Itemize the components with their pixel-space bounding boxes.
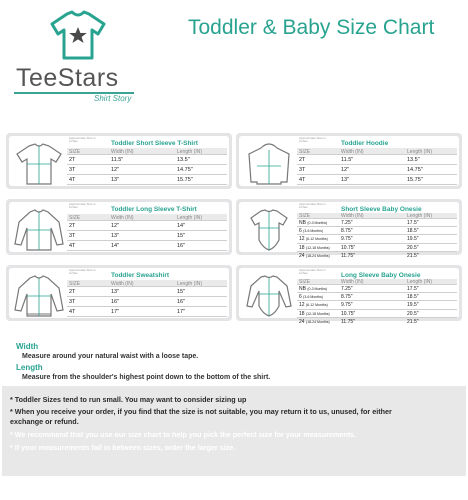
length-instruction: Measure from the shoulder's highest point down to the bottom of the shirt. (22, 374, 271, 381)
table-row (67, 307, 227, 317)
header-size: SIZE (69, 281, 81, 287)
panel-body (239, 202, 459, 259)
onesie-long-icon (243, 274, 295, 318)
cell-size: 3T (69, 299, 76, 305)
cell-width: 7.25" (341, 220, 353, 226)
table-row (297, 252, 457, 260)
table-row (67, 165, 227, 175)
cell-size: 3T (299, 167, 306, 173)
panel-title: Toddler Hoodie (341, 140, 389, 147)
cell-size: 4T (69, 309, 76, 315)
header-size: SIZE (299, 149, 311, 155)
header-size: SIZE (299, 279, 311, 285)
cell-length: 20.5" (407, 244, 419, 251)
table-row (297, 155, 457, 165)
cell-length: 14" (177, 223, 186, 229)
panel-body (239, 268, 459, 325)
table-row (297, 227, 457, 235)
shirt-star-logo-icon (50, 10, 106, 60)
cell-length: 15.75" (407, 177, 423, 183)
table-row (297, 310, 457, 318)
table-row (297, 235, 457, 243)
table-header (297, 148, 457, 155)
cell-width: 11.5" (341, 157, 354, 163)
table-row (297, 219, 457, 227)
cell-length: 15.75" (177, 177, 193, 183)
cell-size: 24 (18-24 Months) (299, 318, 330, 325)
cell-width: 12" (111, 167, 120, 173)
cell-size: 18 (12-18 Months) (299, 310, 330, 317)
onesie-short-icon (243, 208, 295, 252)
cell-length: 18.5" (407, 228, 419, 235)
table-row (67, 155, 227, 165)
cell-length: 17.5" (407, 286, 419, 292)
header-width: Width (IN) (111, 149, 134, 155)
header-length: Length (IN) (407, 213, 433, 219)
table-row (297, 244, 457, 252)
cell-width: 8.75" (341, 294, 353, 301)
size-panel-toddler-sweatshirt (6, 265, 232, 321)
cell-size: 4T (69, 177, 76, 183)
cell-width: 11.75" (341, 252, 355, 259)
panel-body (9, 268, 229, 318)
header-width: Width (IN) (111, 281, 134, 287)
cell-length: 13.5" (407, 157, 420, 163)
sweatshirt-icon (13, 274, 65, 318)
note-line: exchange or refund. (10, 417, 79, 426)
size-table (67, 214, 227, 251)
size-table (297, 148, 457, 185)
hoodie-icon (243, 142, 295, 186)
cell-width: 13" (341, 177, 350, 183)
cell-size: 2T (299, 157, 306, 163)
cell-size: 3T (69, 233, 76, 239)
header-size: SIZE (299, 213, 311, 219)
panel-body (239, 136, 459, 186)
cell-length: 19.5" (407, 302, 419, 309)
header-length: Length (IN) (177, 215, 203, 221)
panel-note: Approximate Size in inches (299, 136, 326, 143)
cell-size: 4T (299, 177, 306, 183)
note-line: * If your measurements fall in between sizes, order the larger size. (10, 443, 236, 452)
cell-length: 20.5" (407, 310, 419, 317)
cell-size: 2T (69, 223, 76, 229)
width-heading: Width (16, 342, 39, 351)
cell-length: 16" (177, 243, 186, 249)
header-length: Length (IN) (407, 279, 433, 285)
header-width: Width (IN) (341, 149, 364, 155)
cell-size: NB (0-3 Months) (299, 286, 328, 292)
cell-size: 3T (69, 167, 76, 173)
cell-width: 14" (111, 243, 120, 249)
table-row (67, 297, 227, 307)
panel-title: Toddler Short Sleeve T-Shirt (111, 140, 198, 147)
header-width: Width (IN) (341, 279, 364, 285)
header-size: SIZE (69, 149, 81, 155)
header-length: Length (IN) (407, 149, 433, 155)
cell-width: 12" (111, 223, 120, 229)
size-panel-short-sleeve-onesie (236, 199, 462, 259)
cell-width: 11.75" (341, 318, 355, 325)
cell-width: 13" (111, 233, 120, 239)
header-width: Width (IN) (341, 213, 364, 219)
size-panel-toddler-long-sleeve (6, 199, 232, 255)
notes-box (2, 386, 466, 476)
width-instruction: Measure around your natural waist with a loose tape. (22, 353, 199, 360)
cell-length: 19.5" (407, 236, 419, 243)
table-header (67, 214, 227, 221)
size-table (67, 148, 227, 185)
cell-size: 24 (18-24 Months) (299, 252, 330, 259)
panel-note: Approximate Size in inches (299, 202, 326, 209)
panel-title: Long Sleeve Baby Onesie (341, 272, 421, 279)
brand-name: TeeStars (16, 64, 119, 92)
cell-width: 17" (111, 309, 120, 315)
panel-title: Toddler Long Sleeve T-Shirt (111, 206, 197, 213)
cell-width: 10.75" (341, 244, 356, 251)
brand-tagline: Shirt Story (94, 94, 132, 103)
cell-size: 6 (3-6 Months) (299, 294, 324, 301)
panel-note: Approximate Size in inches (69, 268, 96, 275)
cell-width: 13" (111, 289, 120, 295)
cell-length: 21.5" (407, 318, 419, 325)
cell-width: 9.75" (341, 302, 353, 309)
cell-size: 2T (69, 289, 76, 295)
panel-body (9, 136, 229, 186)
table-row (67, 287, 227, 297)
header-length: Length (IN) (177, 281, 203, 287)
header-length: Length (IN) (177, 149, 203, 155)
cell-size: 12 (6-12 Months) (299, 302, 328, 309)
cell-length: 21.5" (407, 252, 419, 259)
cell-width: 16" (111, 299, 120, 305)
table-row (297, 175, 457, 185)
table-row (67, 231, 227, 241)
size-table (67, 280, 227, 317)
cell-length: 17.5" (407, 220, 419, 226)
panel-note: Approximate Size in inches (69, 202, 96, 209)
header-width: Width (IN) (111, 215, 134, 221)
cell-length: 15" (177, 233, 186, 239)
brand-logo (10, 10, 150, 103)
cell-width: 11.5" (111, 157, 124, 163)
header-size: SIZE (69, 215, 81, 221)
note-line: * Toddler Sizes tend to run small. You may want to consider sizing up (10, 395, 247, 404)
cell-length: 14.75" (407, 167, 423, 173)
table-row (297, 285, 457, 293)
size-table (297, 213, 457, 260)
panel-note: Approximate Size in inches (299, 268, 326, 275)
cell-width: 13" (111, 177, 120, 183)
cell-size: 4T (69, 243, 76, 249)
short-sleeve-shirt-icon (13, 142, 65, 186)
panel-title: Short Sleeve Baby Onesie (341, 206, 422, 213)
panel-body (9, 202, 229, 252)
cell-size: 12 (6-12 Months) (299, 236, 328, 243)
size-panel-toddler-hoodie (236, 133, 462, 189)
table-row (297, 165, 457, 175)
table-row (297, 293, 457, 301)
cell-width: 10.75" (341, 310, 356, 317)
cell-width: 8.75" (341, 228, 353, 235)
cell-length: 14.75" (177, 167, 193, 173)
table-header (67, 280, 227, 287)
cell-size: NB (0-3 Months) (299, 220, 328, 226)
cell-length: 15" (177, 289, 186, 295)
cell-width: 9.75" (341, 236, 353, 243)
cell-length: 17" (177, 309, 186, 315)
cell-size: 6 (3-6 Months) (299, 228, 324, 235)
size-panel-toddler-short-sleeve (6, 133, 232, 189)
long-sleeve-shirt-icon (13, 208, 65, 252)
panel-title: Toddler Sweatshirt (111, 272, 170, 279)
note-line: * When you receive your order, if you find that the size is not suitable, you may return it to us, unused, for either (10, 407, 392, 416)
table-header (67, 148, 227, 155)
cell-width: 12" (341, 167, 350, 173)
cell-size: 2T (69, 157, 76, 163)
note-line: * We recommend that you use our size chart to help you pick the perfect size for your measurements. (10, 430, 357, 439)
size-panel-long-sleeve-onesie (236, 265, 462, 325)
cell-length: 18.5" (407, 294, 419, 301)
table-row (67, 175, 227, 185)
length-heading: Length (16, 363, 43, 372)
cell-width: 7.25" (341, 286, 353, 292)
page-title: Toddler & Baby Size Chart (188, 16, 435, 39)
table-row (67, 241, 227, 251)
cell-size: 18 (12-18 Months) (299, 244, 330, 251)
panel-note: Approximate Size in inches (69, 136, 96, 143)
size-table (297, 279, 457, 326)
table-row (297, 318, 457, 326)
cell-length: 16" (177, 299, 186, 305)
table-row (297, 301, 457, 309)
cell-length: 13.5" (177, 157, 190, 163)
table-row (67, 221, 227, 231)
